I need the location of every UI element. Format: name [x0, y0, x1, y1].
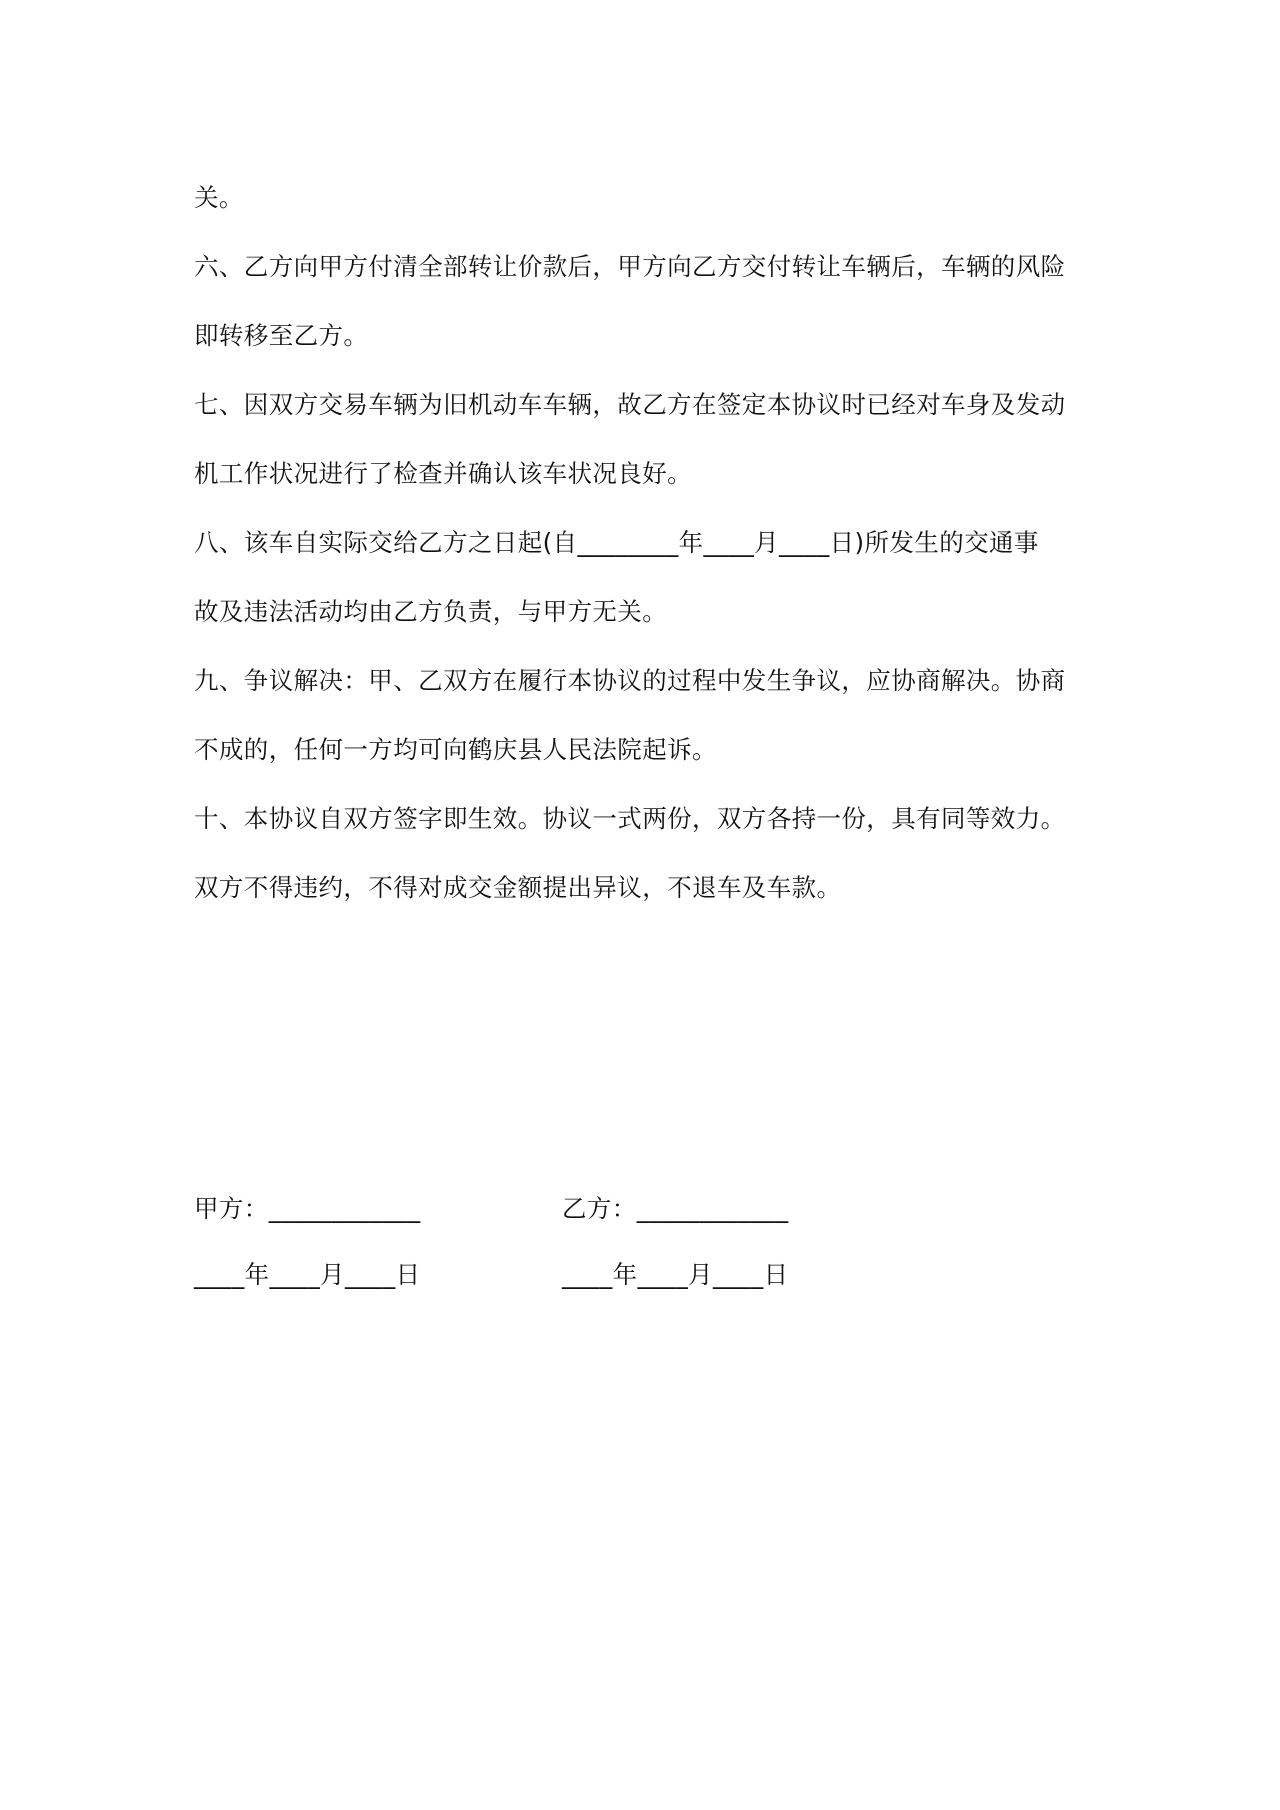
paragraph-line: 即转移至乙方。: [194, 321, 369, 350]
paragraph-line: 机工作状况进行了检查并确认该车状况良好。: [194, 459, 692, 488]
agreement-body: [194, 163, 1094, 922]
paragraph-line: 八、该车自实际交给乙方之日起(自________年____月____日)所发生的交通事: [194, 528, 1039, 557]
paragraph-line: 七、因双方交易车辆为旧机动车车辆，故乙方在签定本协议时已经对车身及发动: [194, 390, 1066, 419]
paragraph-line: 九、争议解决：甲、乙双方在履行本协议的过程中发生争议，应协商解决。协商: [194, 666, 1066, 695]
party-a-date-line: ____年____月____日: [194, 1260, 421, 1289]
party-b-signature-line: 乙方：____________: [562, 1194, 789, 1223]
paragraph-line: 十、本协议自双方签字即生效。协议一式两份，双方各持一份，具有同等效力。: [194, 804, 1066, 833]
paragraph-line: 双方不得违约，不得对成交金额提出异议，不退车及车款。: [194, 873, 842, 902]
paragraph-line: 关。: [194, 183, 244, 212]
party-a-signature-line: 甲方：____________: [194, 1194, 421, 1223]
paragraph-line: 故及违法活动均由乙方负责，与甲方无关。: [194, 597, 668, 626]
party-b-date-line: ____年____月____日: [562, 1260, 789, 1289]
paragraph-line: 六、乙方向甲方付清全部转让价款后，甲方向乙方交付转让车辆后，车辆的风险: [194, 252, 1066, 281]
paragraph-line: 不成的，任何一方均可向鹤庆县人民法院起诉。: [194, 735, 717, 764]
